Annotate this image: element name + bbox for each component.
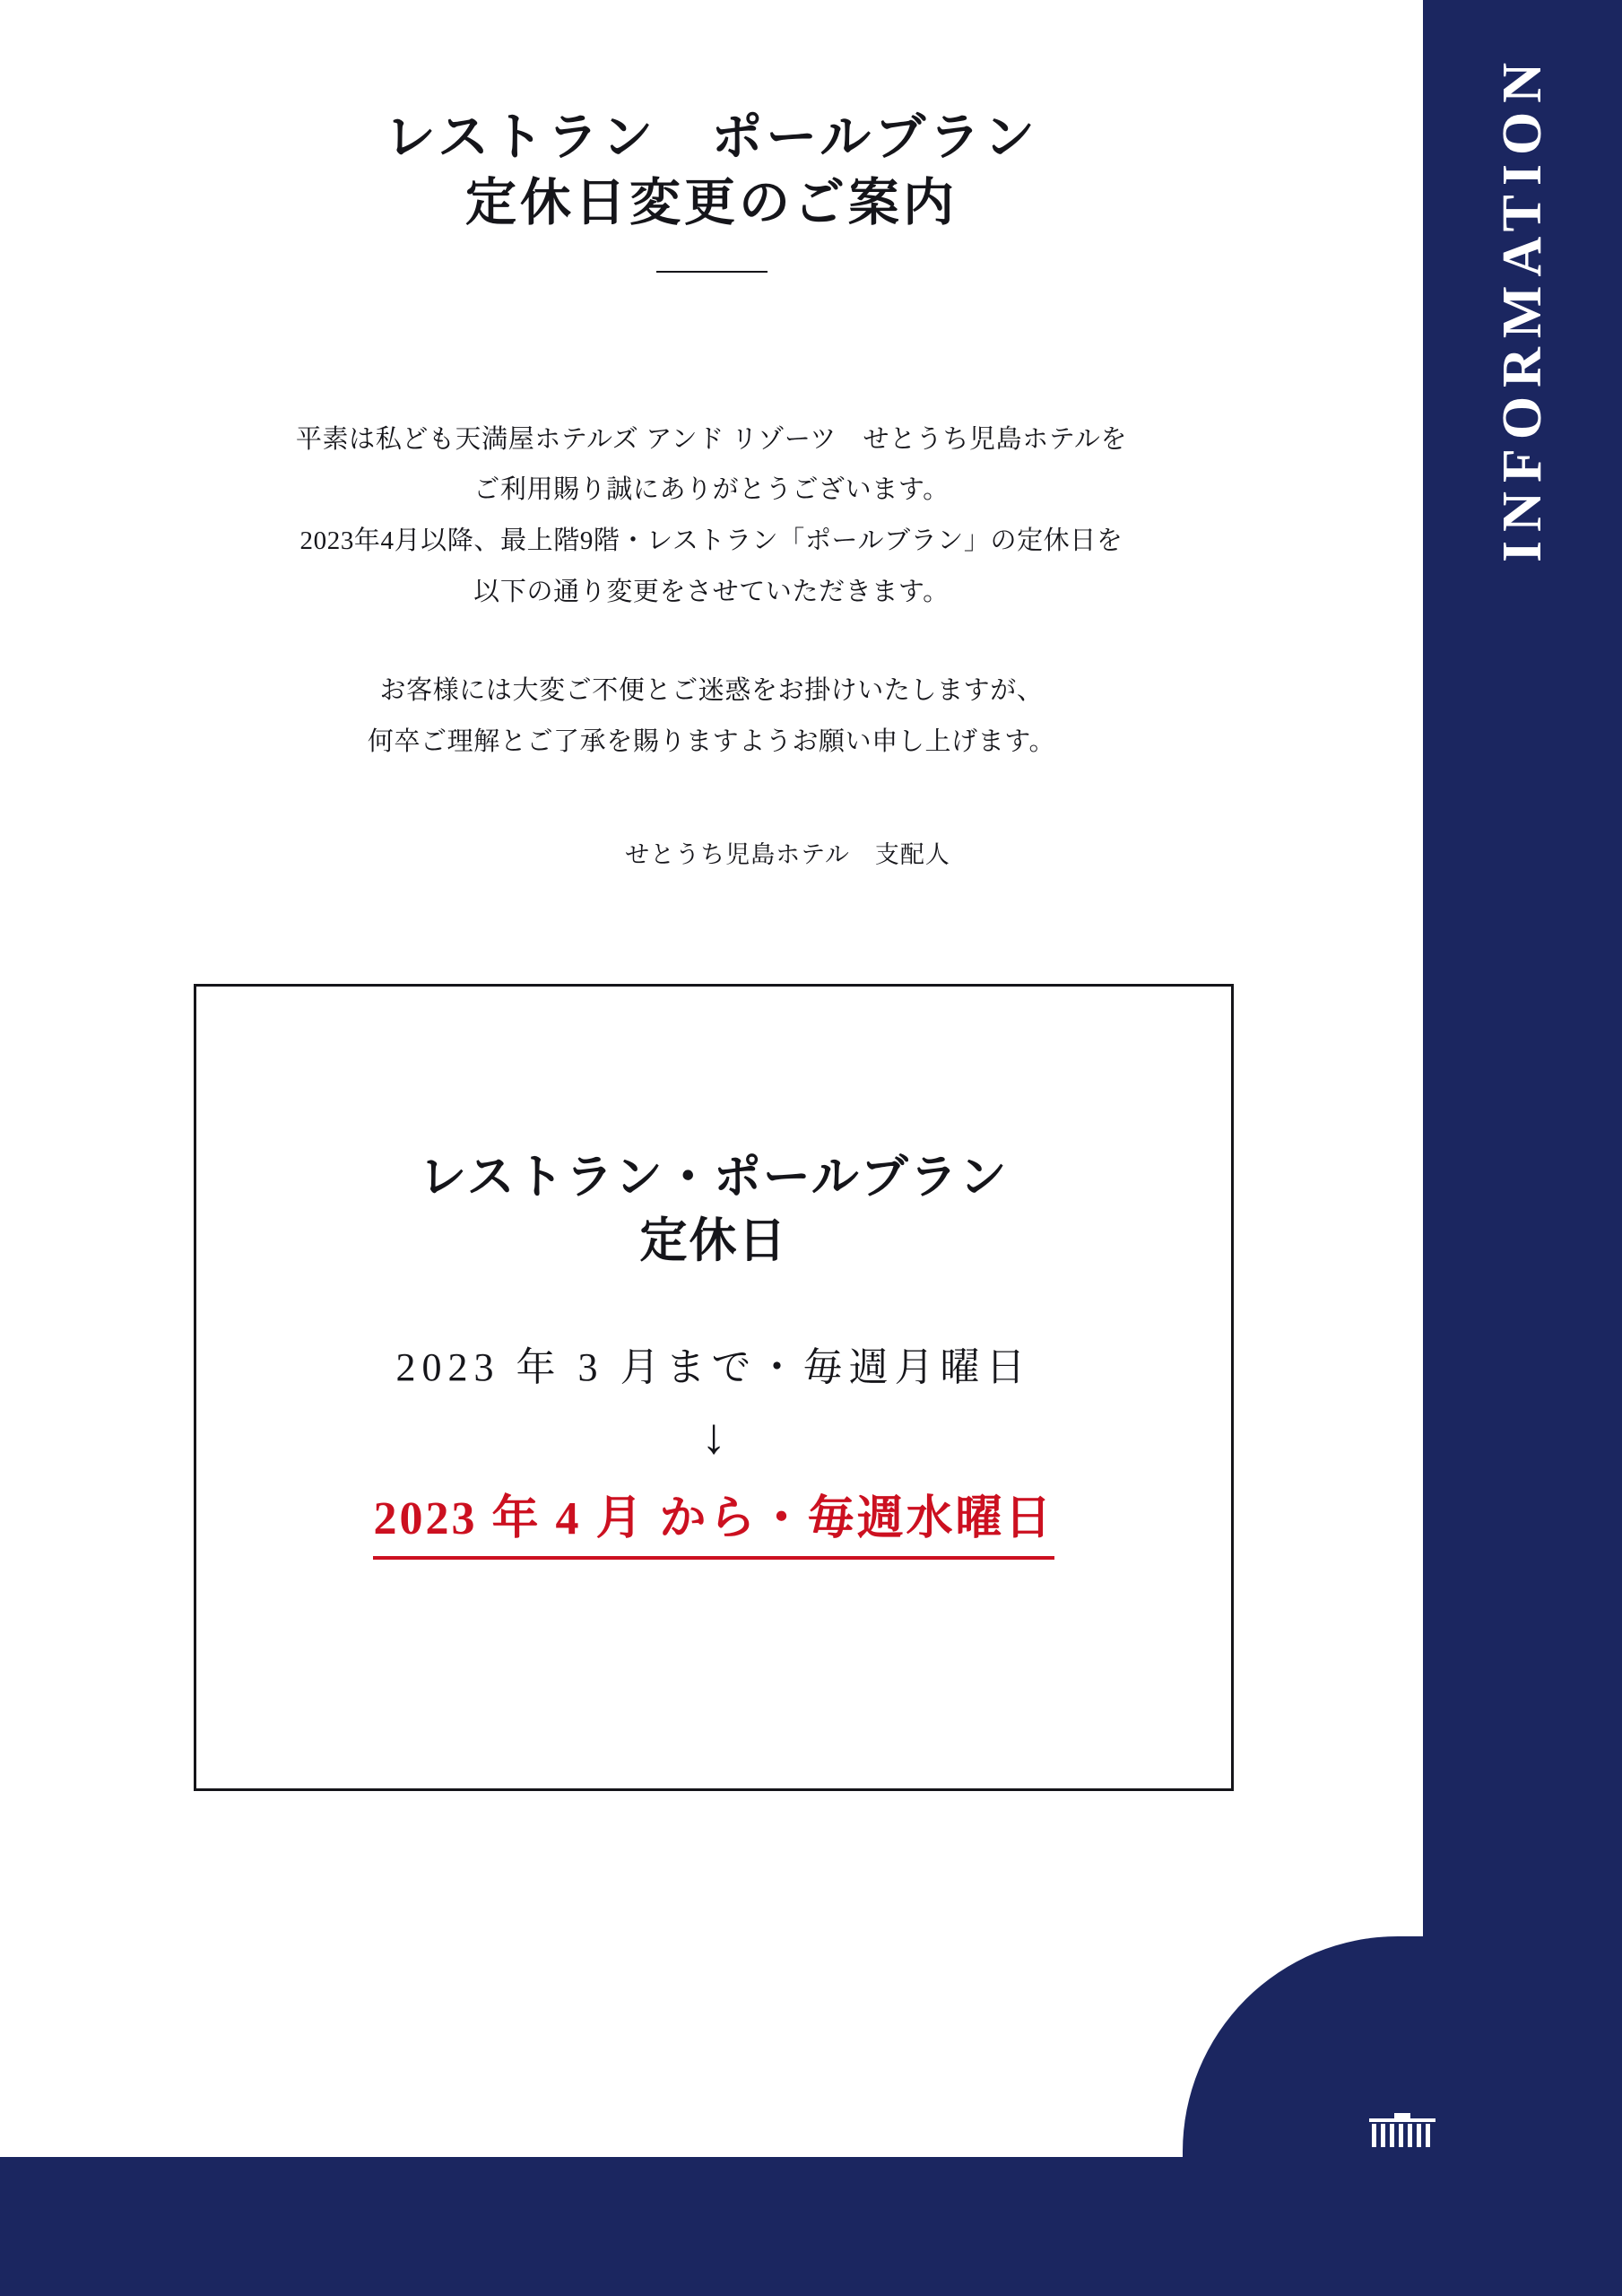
page-title: [0, 0, 1423, 237]
old-schedule: 2023 年 3 月まで・毎週月曜日: [395, 1345, 1032, 1390]
notice-inner: [196, 1146, 1231, 1560]
title-divider: [656, 271, 768, 273]
hotel-logo-icon: [1367, 2113, 1437, 2149]
information-label: INFORMATION: [1491, 54, 1553, 562]
bottom-bar: [0, 2157, 1622, 2296]
notice-title-line2: 定休日: [639, 1215, 788, 1268]
body-line-2: ご利用賜り誠にありがとうございます。: [473, 475, 950, 505]
body-spacer: [174, 617, 1250, 665]
signature: せとうち児島ホテル 支配人: [625, 841, 950, 869]
notice-title: [196, 1146, 1231, 1274]
page-title-line2: 定休日変更のご案内: [465, 174, 958, 231]
body-line-5: お客様には大変ご不便とご迷惑をお掛けいたしますが、: [379, 676, 1044, 706]
new-schedule: 2023 年 4 月 から・毎週水曜日: [373, 1480, 1054, 1560]
body-line-4: 以下の通り変更をさせていただきます。: [473, 577, 950, 606]
page-title-line1: レストラン ポールブラン: [384, 109, 1039, 166]
side-band: [1423, 0, 1622, 1944]
notice-title-line1: レストラン・ポールブラン: [419, 1152, 1009, 1204]
body-text: [174, 414, 1250, 767]
down-arrow-icon: ↓: [701, 1409, 726, 1465]
notice-box: [194, 984, 1234, 1791]
body-line-3: 2023年4月以降、最上階9階・レストラン「ポールブラン」の定休日を: [299, 526, 1123, 555]
body-line-6: 何卒ご理解とご了承を賜りますようお願い申し上げます。: [367, 726, 1056, 756]
body-line-1: 平素は私ども天満屋ホテルズ アンド リゾーツ せとうち児島ホテルを: [295, 424, 1128, 454]
